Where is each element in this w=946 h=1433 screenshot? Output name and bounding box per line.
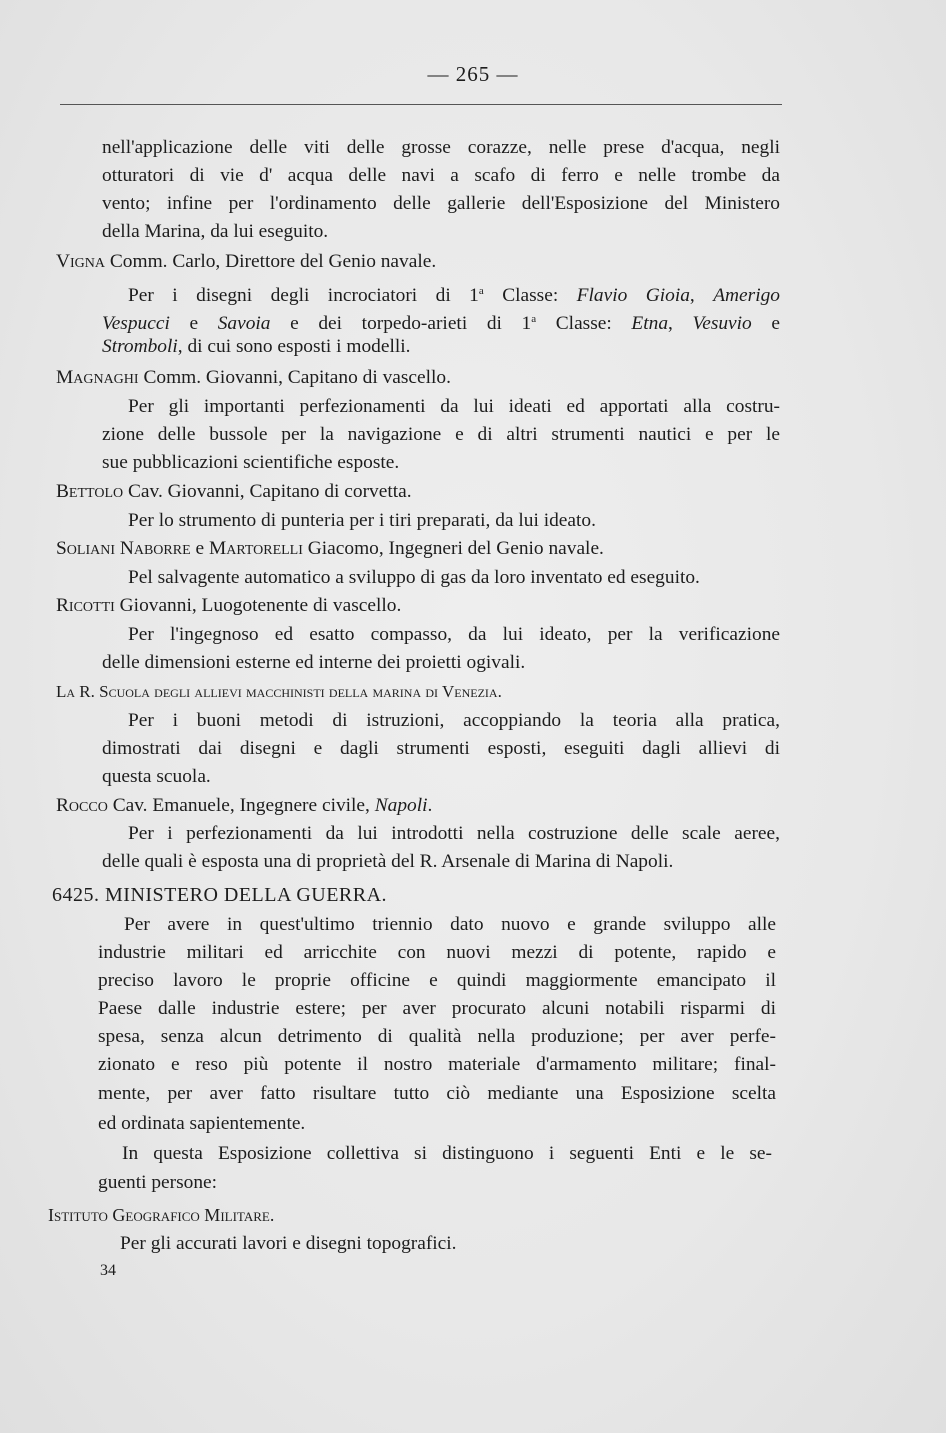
text-line: zionato e reso più potente il nostro materiale d'armamento militare; final- (98, 1054, 776, 1075)
text-line: Per avere in quest'ultimo triennio dato nuovo e grande sviluppo alle (124, 914, 776, 935)
signature-mark: 34 (100, 1262, 116, 1279)
text-line: nell'applicazione delle viti delle grosse corazze, nelle prese d'acqua, negli (102, 137, 780, 158)
person-name: Rocco (56, 795, 108, 816)
text-line: della Marina, da lui eseguito. (102, 221, 329, 242)
text-line: guenti persone: (98, 1172, 218, 1193)
entry-title: Comm. Carlo, Direttore del Genio navale. (109, 251, 437, 272)
text-line: delle dimensioni esterne ed interne dei proietti ogivali. (102, 652, 526, 673)
text-line: Per gli accurati lavori e disegni topografici. (120, 1233, 457, 1254)
text-line: Paese dalle industrie estere; per aver procurato alcuni notabili risparmi di (98, 998, 776, 1019)
text-line: mente, per aver fatto risultare tutto ciò mediante una Esposizione scelta (98, 1083, 776, 1104)
text-line: Per i perfezionamenti da lui introdotti nella costruzione delle scale aeree, (128, 823, 780, 844)
section-heading: 6425. MINISTERO DELLA GUERRA. (52, 884, 388, 906)
page-number: — 265 — (427, 62, 519, 86)
text-line: otturatori di vie d' acqua delle navi a scafo di ferro e nelle trombe da (102, 165, 780, 186)
text-line: preciso lavoro le proprie officine e quindi maggiormente emancipato il (98, 970, 776, 991)
text-line: Per i disegni degli incrociatori di 1$^a$ Classe: Flavio Gioia, Amerigo (128, 285, 780, 306)
text-line: In questa Esposizione collettiva si distinguono i seguenti Enti e le se- (122, 1143, 772, 1164)
person-name: Ricotti (56, 595, 115, 616)
text-line: delle quali è esposta una di proprietà del R. Arsenale di Marina di Napoli. (102, 851, 674, 872)
text-line: Per i buoni metodi di istruzioni, accoppiando la teoria alla pratica, (128, 710, 780, 731)
header-rule (60, 104, 782, 105)
person-name: Bettolo (56, 481, 124, 502)
person-name: Naborre (119, 538, 191, 559)
entry-heading (56, 366, 451, 390)
text-line: dimostrati dai disegni e dagli strumenti esposti, eseguiti dagli allievi di (102, 738, 780, 759)
entry-heading: Soliani Naborre e Martorelli Giacomo, Ingegneri del Genio navale. (56, 538, 604, 559)
person-name: Magnaghi (56, 367, 139, 388)
entry-title: Cav. Giovanni, Capitano di corvetta. (127, 481, 412, 502)
entry-heading: Rocco Cav. Emanuele, Ingegnere civile, Napoli. (56, 795, 433, 816)
institution-heading: La R. Scuola degli allievi macchinisti della marina di Venezia. (56, 682, 502, 701)
text-line: Per lo strumento di punteria per i tiri preparati, da lui ideato. (128, 510, 596, 531)
text-line: Per l'ingegnoso ed esatto compasso, da lui ideato, per la verificazione (128, 624, 780, 645)
entry-title: Comm. Giovanni, Capitano di vascello. (143, 367, 451, 388)
entry-title: Giovanni, Luogotenente di vascello. (119, 595, 402, 616)
entry-heading (56, 250, 436, 274)
text-line: Pel salvagente automatico a sviluppo di gas da loro inventato ed eseguito. (128, 567, 700, 588)
text-line: spesa, senza alcun detrimento di qualità nella produzione; per aver perfe- (98, 1026, 776, 1047)
text-line: sue pubblicazioni scientifiche esposte. (102, 452, 400, 473)
text-line: industrie militari ed arricchite con nuovi mezzi di potente, rapido e (98, 942, 776, 963)
person-name: Soliani (56, 538, 115, 559)
text-line: ed ordinata sapientemente. (98, 1113, 306, 1134)
entry-title: Giacomo, Ingegneri del Genio navale. (307, 538, 604, 559)
entry-heading (56, 594, 401, 618)
text-line: zione delle bussole per la navigazione e di altri strumenti nautici e per le (102, 424, 780, 445)
text-line: Vespucci e Savoia e dei torpedo-arieti di 1$^a$ Classe: Etna, Vesuvio e (102, 313, 780, 334)
text-line: Per gli importanti perfezionamenti da lui ideati ed apportati alla costru- (128, 396, 780, 417)
institution-heading: Istituto Geografico Militare. (48, 1205, 275, 1225)
person-name: Vigna (56, 251, 105, 272)
text-line: Stromboli, di cui sono esposti i modelli. (102, 336, 411, 357)
text-line: questa scuola. (102, 766, 211, 787)
entry-heading (56, 480, 412, 504)
person-name: Martorelli (208, 538, 303, 559)
text-line: vento; infine per l'ordinamento delle gallerie dell'Esposizione del Ministero (102, 193, 780, 214)
